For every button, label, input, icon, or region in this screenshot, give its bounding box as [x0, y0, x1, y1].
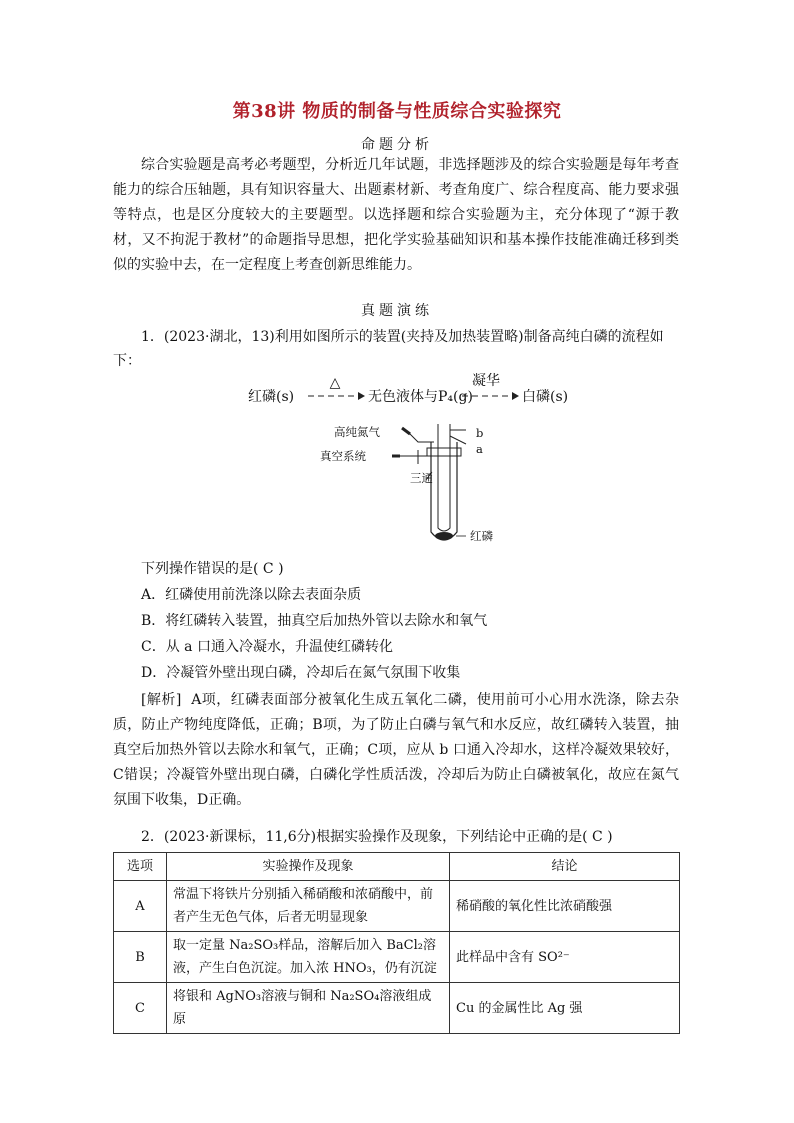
- analysis-paragraph: 综合实验题是高考必考题型，分析近几年试题，非选择题涉及的综合实验题是每年考查能力的综合压轴题，具有知识容量大、出题素材新、考查角度广、综合程度高、能力要求强等特点，也是区分度较大的主要题型。以选择题和综合实验题为主，充分体现了“源于教材，又不拘泥于教材”的命题指导思想，把化学实验基础知识和基本操作技能准确迁移到类似的实验中去，在一定程度上考查创新思维能力。: [113, 157, 679, 273]
- row-conclusion: 此样品中含有 SO²⁻: [450, 932, 680, 983]
- explanation-text: A项，红磷表面部分被氧化生成五氧化二磷，使用前可小心用水洗涤，除去杂质，防止产物纯度降低，正确；B项，为了防止白磷与氧气和水反应，故红磷转入装置，抽真空后加热外管以去除水和氧气，正确；C项，应从 b 口通入冷却水，这样冷凝效果较好，C错误；冷凝管外壁出现白磷，白磷化学性质活泼，冷却后为防止白磷被氧化，故应在氮气氛围下收集，D正确。: [113, 692, 679, 808]
- row-operation: 将银和 AgNO₃溶液与铜和 Na₂SO₄溶液组成原: [167, 983, 450, 1034]
- table-row: [114, 932, 680, 983]
- row-operation: 常温下将铁片分别插入稀硝酸和浓硝酸中，前者产生无色气体，后者无明显现象: [167, 881, 450, 932]
- q1-explanation: [113, 688, 679, 813]
- header-conclusion: 结论: [450, 853, 680, 881]
- flow-arrow2-label: 凝华: [472, 373, 500, 389]
- row-option: B: [114, 932, 167, 983]
- table-header-row: [114, 853, 680, 881]
- label-threeway: 三通: [410, 471, 433, 485]
- apparatus-diagram: [316, 420, 506, 550]
- flow-end: 白磷(s): [522, 389, 569, 405]
- row-option: C: [114, 983, 167, 1034]
- reaction-flow: [248, 373, 608, 408]
- header-operation: 实验操作及现象: [167, 853, 450, 881]
- q1-option-d: D．冷凝管外壁出现白磷，冷却后在氮气氛围下收集: [141, 665, 461, 681]
- table-row: [114, 881, 680, 932]
- row-operation: 取一定量 Na₂SO₃样品，溶解后加入 BaCl₂溶液，产生白色沉淀。加入浓 HNO₃，仍有沉淀: [167, 932, 450, 983]
- practice-heading: 真题演练: [361, 303, 433, 319]
- q1-question: 下列操作错误的是( C ): [141, 561, 284, 577]
- label-vacuum: 真空系统: [320, 449, 366, 463]
- flow-arrow1-icon: [306, 386, 366, 406]
- label-a: a: [476, 442, 483, 456]
- header-option: 选项: [114, 853, 167, 881]
- row-conclusion: Cu 的金属性比 Ag 强: [450, 983, 680, 1034]
- row-option: A: [114, 881, 167, 932]
- q1-stem-line1: 1．(2023·湖北，13)利用如图所示的装置(夹持及加热装置略)制备高纯白磷的流程如: [141, 329, 664, 345]
- flow-arrow1-label: △: [329, 375, 341, 391]
- explanation-label: [解析]: [141, 692, 182, 708]
- analysis-heading: 命题分析: [361, 137, 433, 153]
- flow-mid: 无色液体与P₄(g): [368, 389, 473, 405]
- flow-arrow2-icon: [460, 386, 520, 406]
- q2-stem: 2．(2023·新课标，11,6分)根据实验操作及现象，下列结论中正确的是( C ): [141, 829, 613, 845]
- flow-start: 红磷(s): [248, 389, 295, 405]
- q2-table: [113, 852, 680, 1034]
- label-red-phosphorus: 红磷: [470, 529, 493, 543]
- q1-option-b: B．将红磷转入装置，抽真空后加热外管以去除水和氧气: [141, 613, 488, 629]
- table-row: [114, 983, 680, 1034]
- label-b: b: [476, 426, 484, 440]
- lesson-title: 第38讲 物质的制备与性质综合实验探究: [232, 101, 562, 122]
- q1-option-a: A．红磷使用前洗涤以除去表面杂质: [141, 587, 362, 603]
- q1-option-c: C．从 a 口通入冷凝水，升温使红磷转化: [141, 639, 393, 655]
- row-conclusion: 稀硝酸的氧化性比浓硝酸强: [450, 881, 680, 932]
- q1-stem-line2: 下：: [113, 353, 141, 369]
- label-nitrogen: 高纯氮气: [334, 425, 380, 439]
